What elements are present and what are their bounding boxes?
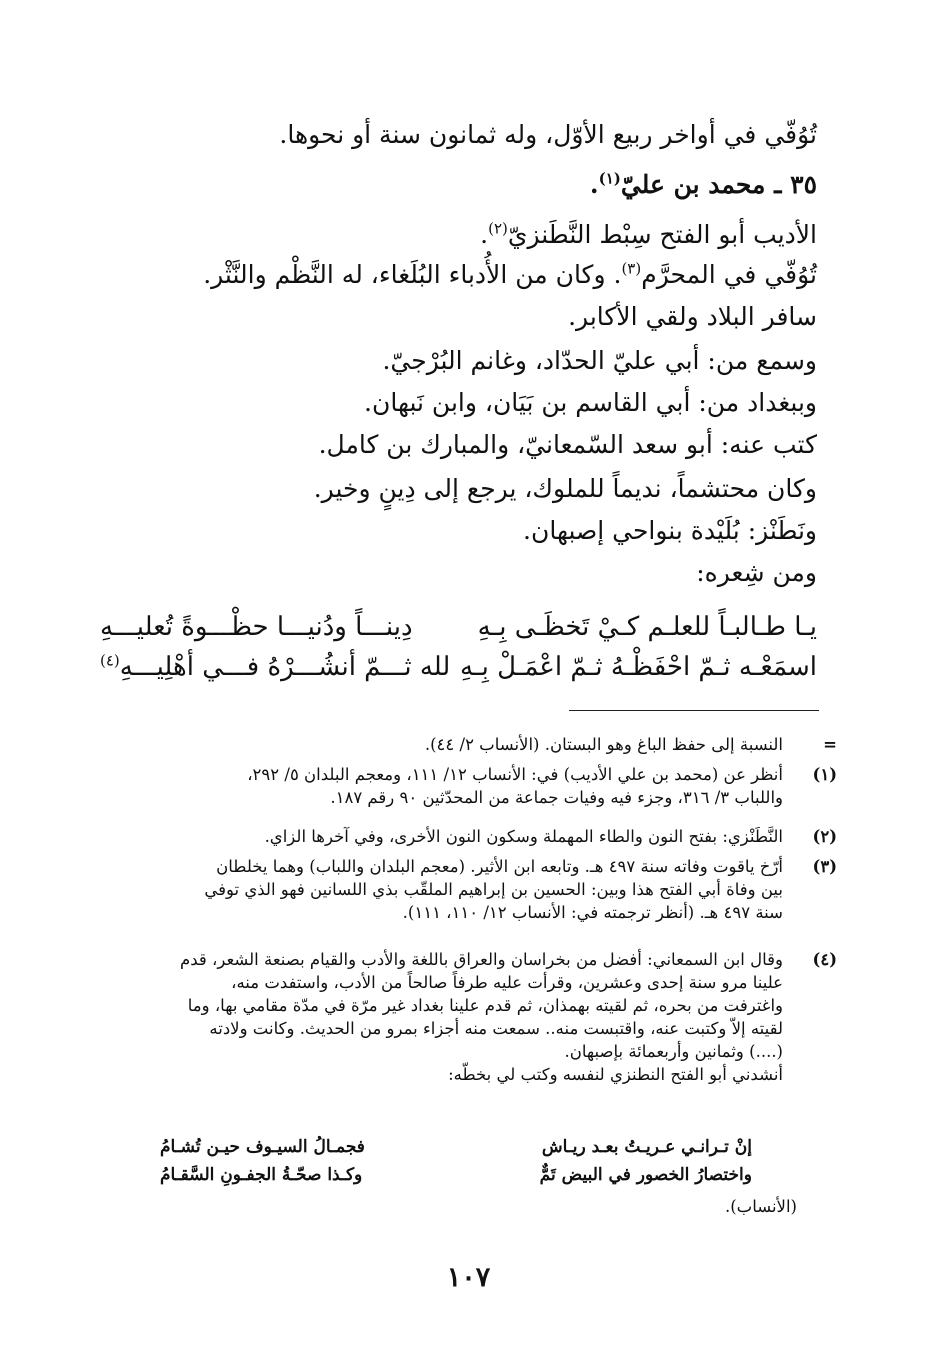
- footnote-number: (٤): [812, 950, 837, 969]
- poem-verse: [100, 648, 817, 686]
- heard-line: [382, 344, 817, 378]
- footnote-ref-1: (١): [598, 169, 621, 188]
- page-number: ١٠٧: [446, 1262, 491, 1293]
- footnote-hemistich-2: فجمـالُ السيـوف حيـن تُشـامُ: [160, 1137, 365, 1157]
- travel-line: [568, 300, 817, 334]
- intro-text: تُوُفّي في أواخر ربيع الأوّل، وله ثمانون سنة أو نحوها.: [279, 120, 817, 149]
- footnote-line: لقيته إلاّ وكتبت عنه، واقتبست منه.. سمعت منه أجزاء بمرو من الحديث. وكانت ولادته: [209, 1019, 783, 1038]
- poem-hemistich-2-text: لله ثـــمّ أنشُـــرْهُ فـــي أهْلِيـــهِ: [119, 652, 451, 682]
- poem-hemistich-1: اسمَعْـه ثـمّ احْفَظْـهُ ثـمّ اعْمَـلْ بِـهِ: [460, 652, 817, 682]
- footnote-ref-3: (٣): [621, 259, 642, 278]
- footnote-number: (٢): [812, 827, 837, 846]
- poem-hemistich-1: يـا طـالبـاً للعلـم كـيْ تَخظَـى بِـهِ: [477, 612, 817, 642]
- baghdad-text: وببغداد من: أبي القاسم بن بَيَان، وابن نَبهان.: [364, 388, 817, 417]
- entry-title-end: .: [589, 170, 599, 199]
- entry-title: [590, 168, 817, 202]
- footnote-1: [86, 763, 837, 809]
- footnote-ref-4: (٤): [100, 651, 120, 670]
- footnote-line: أنظر عن (محمد بن علي الأديب) في: الأنساب ١٢/ ١١١، ومعجم البلدان ٥/ ٢٩٢،: [247, 765, 783, 784]
- heard-text: وسمع من: أبي عليّ الحدّاد، وغانم البُرْجيّ.: [382, 346, 817, 375]
- wrote-line: [319, 428, 817, 462]
- footnote-source: [86, 1195, 797, 1218]
- death-line: [203, 258, 817, 292]
- footnote-hemistich-1: واختصارُ الخصور في البيض تَمٌّ: [539, 1165, 752, 1185]
- footnote-line: سنة ٤٩٧ هـ. (أنظر ترجمته في: الأنساب ١٢/ ١١٠، ١١١).: [402, 903, 783, 922]
- footnote-line: واللباب ٣/ ٣١٦، وجزء فيه وفيات جماعة من المحدّثين ٩٠ رقم ١٨٧.: [330, 788, 783, 807]
- entry-title-text: ٣٥ ـ محمد بن عليّ: [620, 170, 817, 199]
- footnote-line: النسبة إلى حفظ الباغ وهو البستان. (الأنساب ٢/ ٤٤).: [424, 735, 783, 754]
- death-text-b: . وكان من الأُدباء البُلَغاء، له النَّظْم والنَّثْر.: [203, 260, 622, 289]
- footnote-divider: [569, 710, 819, 711]
- footnote-line: علينا مرو سنة إحدى وعشرين، وقرأت عليه طرفاً صالحاً من الأدب، واستفدت منه،: [231, 973, 783, 992]
- footnote-hemistich-1: إنْ تـرانـي عـريـتُ بعـد ريـاش: [541, 1137, 752, 1157]
- name-end: .: [480, 220, 489, 249]
- footnote-2: [86, 825, 837, 848]
- footnote-line: وقال ابن السمعاني: أفضل من بخراسان والعراق باللغة والأدب والقيام بصنعة الشعر، قدم: [180, 950, 783, 969]
- footnote-poem-verse: [160, 1134, 752, 1160]
- footnote-number: (١): [812, 765, 837, 784]
- footnote-line: (....) وثمانين وأربعمائة بإصبهان.: [564, 1042, 783, 1061]
- poetry-intro-line: [696, 556, 817, 590]
- poem-hemistich-2: دِينـــاً ودُنيـــا حظْـــوةً تُعليـــهِ: [100, 612, 413, 642]
- name-line: [480, 218, 817, 252]
- footnote-3: [86, 855, 837, 924]
- character-text: وكان محتشماً، نديماً للملوك، يرجع إلى دِينٍ وخير.: [313, 474, 817, 503]
- footnote-poem-verse: [160, 1162, 752, 1188]
- footnote-hemistich-2: وكـذا صحّـةُ الجفـونِ السَّقـامُ: [160, 1165, 363, 1185]
- footnote-line: أرّخ ياقوت وفاته سنة ٤٩٧ هـ. وتابعه ابن الأثير. (معجم البلدان واللباب) وهما يخلطان: [216, 857, 783, 876]
- wrote-text: كتب عنه: أبو سعد السّمعانيّ، والمبارك بن كامل.: [318, 430, 817, 459]
- footnote-line: أنشدني أبو الفتح النطنزي لنفسه وكتب لي بخطّه:: [448, 1065, 783, 1084]
- name-text: الأديب أبو الفتح سِبْط النَّطَنزيّ: [507, 220, 817, 249]
- travel-text: سافر البلاد ولقي الأكابر.: [568, 302, 817, 331]
- footnote-ref-2: (٢): [488, 219, 508, 238]
- poem-hemistich-2: [100, 648, 450, 686]
- poem-verse: [100, 608, 817, 646]
- character-line: [314, 472, 817, 506]
- intro-line: [279, 118, 817, 152]
- footnote-4: [86, 948, 837, 1086]
- footnote-line: النَّطَنْزي: بفتح النون والطاء المهملة وسكون النون الأخرى، وفي آخرها الزاي.: [264, 827, 783, 846]
- footnote-number: (٣): [812, 857, 837, 876]
- baghdad-line: [364, 386, 817, 420]
- footnote-continuation: [86, 733, 837, 756]
- death-text-a: تُوُفّي في المحرَّم: [641, 260, 817, 289]
- footnote-source-text: (الأنساب).: [725, 1197, 797, 1216]
- natanz-line: [523, 514, 817, 548]
- poetry-intro-text: ومن شِعره:: [696, 558, 817, 587]
- footnote-line: واغترفت من بحره، ثم لقيته بهمذان، ثم قدم علينا بغداد غير مرّة في مدّة مقامي بها، وما: [187, 996, 783, 1015]
- footnote-line: بين وفاة أبي الفتح هذا وبين: الحسين بن إبراهيم الملقّب بذي اللسانين فهو الذي توفي: [204, 880, 783, 899]
- natanz-text: ونَطَنْز: بُلَيْدة بنواحي إصبهان.: [523, 516, 817, 545]
- footnote-number: =: [823, 735, 837, 754]
